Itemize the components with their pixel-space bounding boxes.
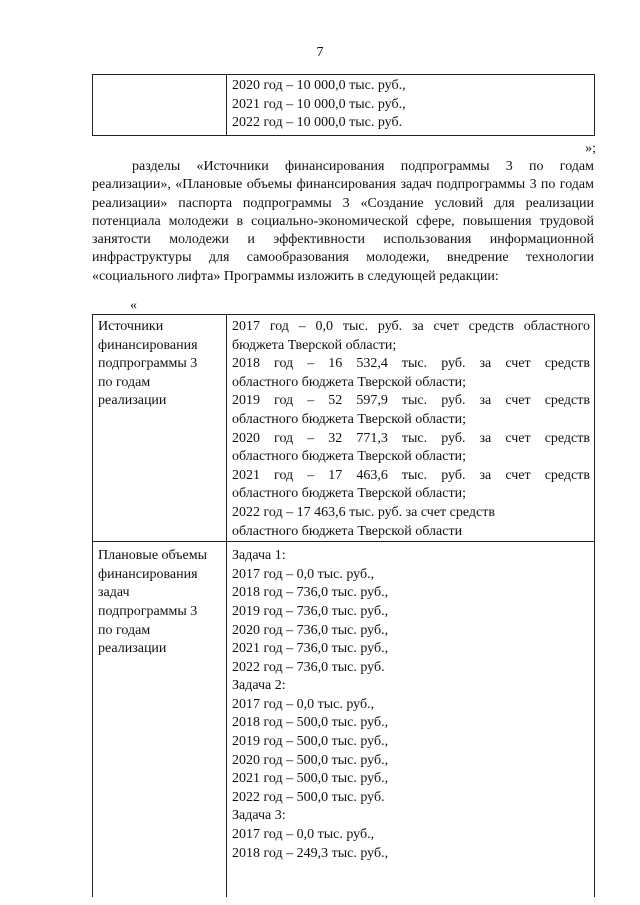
list-item: Задача 2: <box>232 678 286 694</box>
list-item: 2021 год – 500,0 тыс. руб., <box>232 771 389 787</box>
list-item: областного бюджета Тверской области; <box>232 449 466 465</box>
list-item: областного бюджета Тверской области; <box>232 411 466 427</box>
planned-volumes-label <box>93 542 227 898</box>
list-item: 2018 год – 500,0 тыс. руб., <box>232 715 389 731</box>
list-item: 2020 год – 500,0 тыс. руб., <box>232 752 389 768</box>
table-row <box>93 75 595 136</box>
label-line: подпрограммы 3 <box>98 603 198 619</box>
passport-table <box>92 314 595 897</box>
list-item: 2019 год – 52 597,9 тыс. руб. за счет средств <box>232 393 590 409</box>
list-item: 2020 год – 32 771,3 тыс. руб. за счет средств <box>232 430 590 446</box>
list-item: 2022 год – 17 463,6 тыс. руб. за счет средств <box>232 504 495 520</box>
list-item: 2017 год – 0,0 тыс. руб., <box>232 696 375 712</box>
opening-quote: « <box>130 298 137 313</box>
list-item: 2017 год – 0,0 тыс. руб., <box>232 566 375 582</box>
list-item: областного бюджета Тверской области <box>232 523 463 539</box>
page-number: 7 <box>316 45 324 60</box>
label-line: подпрограммы 3 <box>98 356 198 372</box>
table-row <box>93 315 595 542</box>
empty-label-cell <box>93 75 227 136</box>
label-line: по годам <box>98 374 151 390</box>
label-line: Источники <box>98 319 164 334</box>
list-item: 2021 год – 736,0 тыс. руб., <box>232 641 389 657</box>
label-line: реализации <box>98 641 167 657</box>
list-item: Задача 3: <box>232 808 286 824</box>
list-item: 2020 год – 10 000,0 тыс. руб., <box>232 78 406 93</box>
label-line: финансирования <box>98 566 198 582</box>
continuation-table <box>92 74 595 136</box>
planned-volumes-content <box>227 542 595 898</box>
table-row <box>93 542 595 898</box>
funding-sources-content <box>227 315 595 542</box>
list-item: 2022 год – 736,0 тыс. руб. <box>232 659 385 675</box>
body-paragraph: разделы «Источники финансирования подпрограммы 3 по годам реализации», «Плановые объемы финансирования задач подпрограммы 3 по годам реализации» паспорта подпрограммы 3 «Создание условий для реализации потенциала молодежи в социально-экономической сфере, повышения трудовой занятости молодежи и эффективности использования информационной инфраструктуры для самообразования молодежи, внедрение технологии «социального лифта» Программы изложить в следующей редакции: <box>92 159 594 284</box>
list-item: бюджета Тверской области; <box>232 337 397 353</box>
funding-values-cell <box>227 75 595 136</box>
list-item: 2017 год – 0,0 тыс. руб., <box>232 827 375 843</box>
list-item: 2020 год – 736,0 тыс. руб., <box>232 622 389 638</box>
list-item: 2022 год – 500,0 тыс. руб. <box>232 789 385 805</box>
label-line: по годам <box>98 622 151 638</box>
list-item: 2021 год – 10 000,0 тыс. руб., <box>232 96 406 112</box>
list-item: 2021 год – 17 463,6 тыс. руб. за счет средств <box>232 467 590 483</box>
label-line: Плановые объемы <box>98 548 208 564</box>
list-item: 2022 год – 10 000,0 тыс. руб. <box>232 115 403 131</box>
list-item: 2017 год – 0,0 тыс. руб. за счет средств областного <box>232 319 590 334</box>
label-line: финансирования <box>98 337 198 353</box>
list-item: Задача 1: <box>232 548 286 564</box>
list-item: областного бюджета Тверской области; <box>232 486 466 502</box>
list-item: 2019 год – 500,0 тыс. руб., <box>232 734 389 750</box>
label-line: реализации <box>98 393 167 409</box>
funding-sources-label <box>93 315 227 542</box>
list-item: 2019 год – 736,0 тыс. руб., <box>232 603 389 619</box>
label-line: задач <box>98 585 130 601</box>
closing-quote: »; <box>585 141 596 156</box>
list-item: 2018 год – 16 532,4 тыс. руб. за счет средств <box>232 356 590 372</box>
list-item: 2018 год – 249,3 тыс. руб., <box>232 845 389 861</box>
list-item: 2018 год – 736,0 тыс. руб., <box>232 585 389 601</box>
list-item: областного бюджета Тверской области; <box>232 374 466 390</box>
